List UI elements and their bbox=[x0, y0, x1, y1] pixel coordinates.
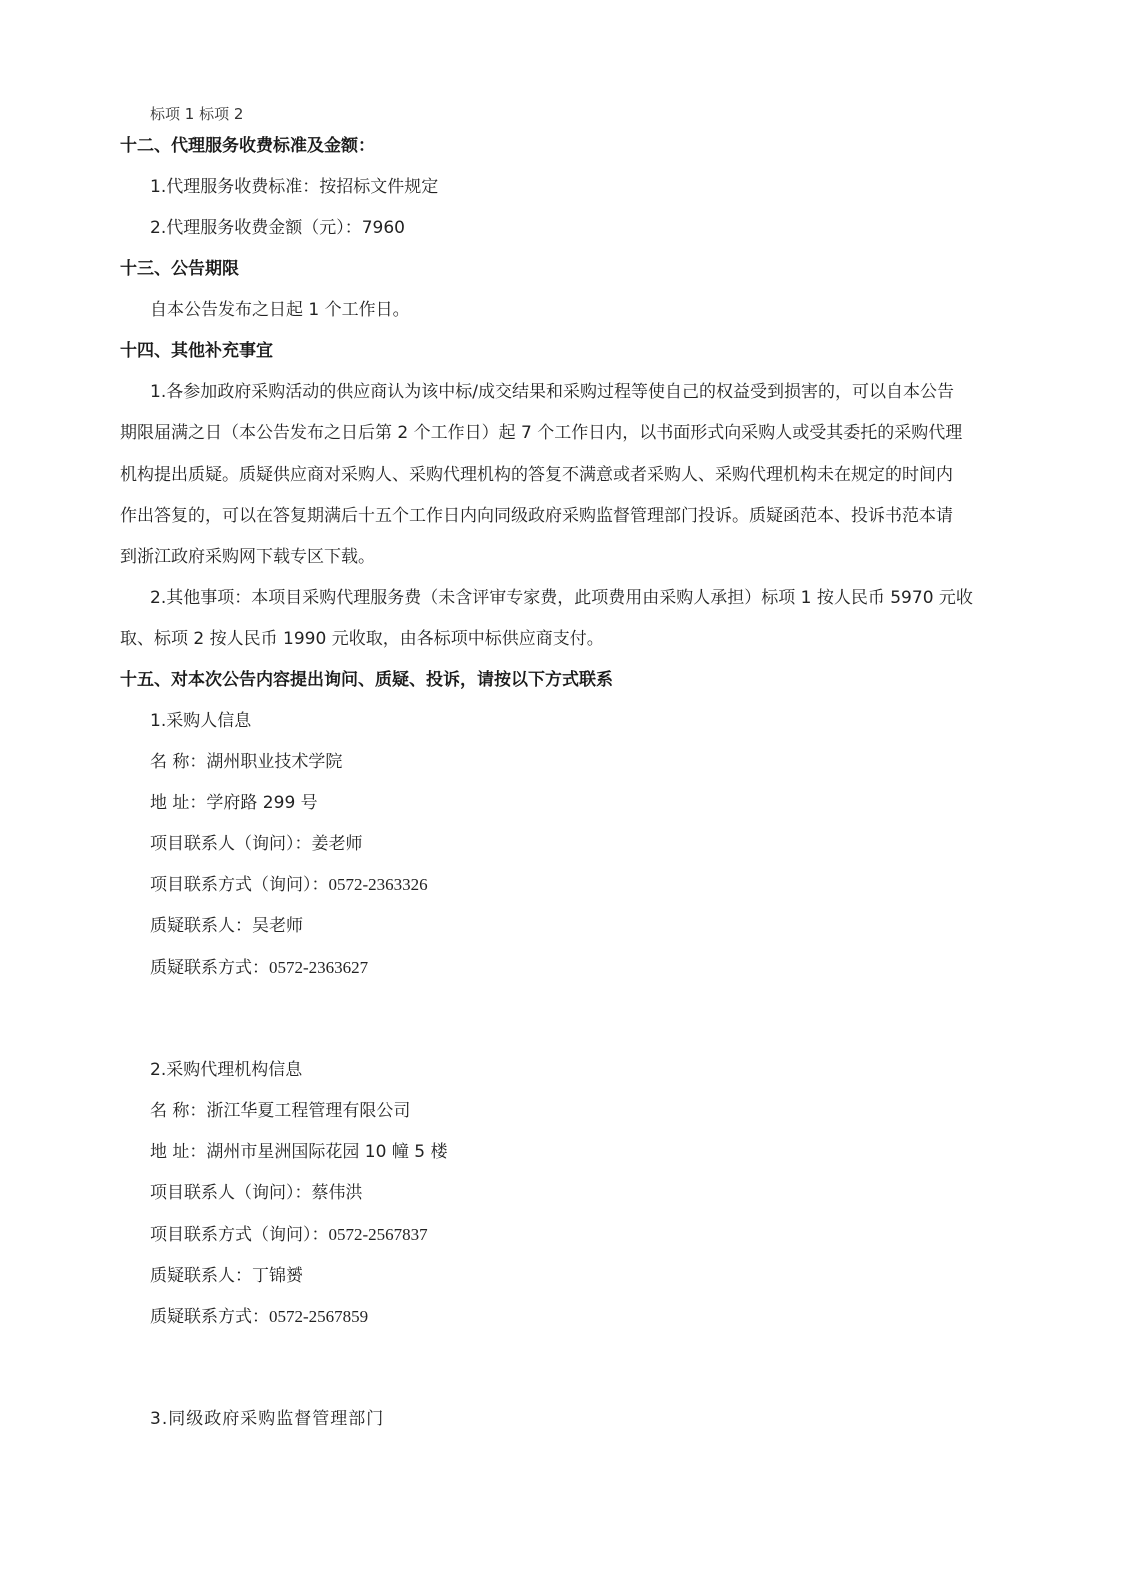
purchaser-challenge-phone-row bbox=[150, 957, 368, 979]
supervisor-title: 3.同级政府采购监督管理部门 bbox=[150, 1409, 385, 1429]
agency-name-row bbox=[150, 1100, 410, 1122]
purchaser-contact: 姜老师 bbox=[311, 834, 363, 854]
supplement-item1-line3: 机构提出质疑。质疑供应商对采购人、采购代理机构的答复不满意或者采购人、采购代理机构未在规定的时间内 bbox=[120, 465, 953, 485]
agency-contact: 蔡伟洪 bbox=[311, 1183, 363, 1203]
agency-challenge-contact-row bbox=[150, 1265, 303, 1287]
agency-contact-label: 项目联系人（询问）： bbox=[150, 1183, 312, 1203]
purchaser-title: 1.采购人信息 bbox=[150, 711, 252, 731]
purchaser-address: 学府路 299 号 bbox=[206, 793, 318, 813]
agency-challenge-phone: 0572-2567859 bbox=[269, 1307, 369, 1326]
purchaser-phone-label: 项目联系方式（询问）： bbox=[150, 875, 329, 895]
supplement-item1-line4: 作出答复的，可以在答复期满后十五个工作日内向同级政府采购监督管理部门投诉。质疑函范本、投诉书范本请 bbox=[120, 506, 953, 526]
agency-address: 湖州市星洲国际花园 10 幢 5 楼 bbox=[206, 1142, 448, 1162]
supplement-item1-line1: 1.各参加政府采购活动的供应商认为该中标/成交结果和采购过程等使自己的权益受到损害的，可以自本公告 bbox=[150, 382, 954, 402]
purchaser-phone: 0572-2363326 bbox=[328, 875, 428, 894]
supplement-item2-line2: 取、标项 2 按人民币 1990 元收取，由各标项中标供应商支付。 bbox=[120, 629, 604, 649]
purchaser-phone-row bbox=[150, 874, 428, 896]
lot-line: 标项 1 标项 2 bbox=[150, 105, 244, 123]
agency-title: 2.采购代理机构信息 bbox=[150, 1060, 303, 1080]
purchaser-challenge-contact-label: 质疑联系人： bbox=[150, 916, 252, 936]
section-12-heading: 十二、代理服务收费标准及金额： bbox=[120, 136, 375, 156]
supplement-item2-line1: 2.其他事项：本项目采购代理服务费（未含评审专家费，此项费用由采购人承担）标项 1 按人民币 5970 元收 bbox=[150, 588, 973, 608]
supplement-item1-line2: 期限届满之日（本公告发布之日后第 2 个工作日）起 7 个工作日内，以书面形式向采购人或受其委托的采购代理 bbox=[120, 423, 963, 443]
purchaser-contact-label: 项目联系人（询问）： bbox=[150, 834, 312, 854]
purchaser-challenge-phone-label: 质疑联系方式： bbox=[150, 958, 269, 978]
agency-phone-row bbox=[150, 1224, 428, 1246]
agency-name: 浙江华夏工程管理有限公司 bbox=[206, 1101, 411, 1121]
purchaser-challenge-contact: 吴老师 bbox=[252, 916, 303, 936]
purchaser-name-row bbox=[150, 751, 342, 773]
purchaser-contact-row bbox=[150, 833, 363, 855]
supplement-item1-line5: 到浙江政府采购网下载专区下载。 bbox=[120, 547, 375, 567]
fee-standard: 1.代理服务收费标准：按招标文件规定 bbox=[150, 177, 439, 197]
agency-address-label: 地 址： bbox=[150, 1142, 207, 1162]
agency-name-label: 名 称： bbox=[150, 1101, 207, 1121]
announcement-period: 自本公告发布之日起 1 个工作日。 bbox=[150, 300, 410, 320]
purchaser-challenge-phone: 0572-2363627 bbox=[269, 958, 369, 977]
section-15-heading: 十五、对本次公告内容提出询问、质疑、投诉，请按以下方式联系 bbox=[120, 670, 613, 690]
agency-challenge-contact-label: 质疑联系人： bbox=[150, 1266, 252, 1286]
section-13-heading: 十三、公告期限 bbox=[120, 259, 239, 279]
purchaser-challenge-contact-row bbox=[150, 915, 303, 937]
purchaser-address-row bbox=[150, 792, 318, 814]
purchaser-name: 湖州职业技术学院 bbox=[206, 752, 343, 772]
agency-challenge-contact: 丁锦赟 bbox=[252, 1266, 303, 1286]
fee-amount: 2.代理服务收费金额（元）：7960 bbox=[150, 218, 405, 238]
agency-contact-row bbox=[150, 1182, 363, 1204]
agency-address-row bbox=[150, 1141, 447, 1163]
agency-challenge-phone-label: 质疑联系方式： bbox=[150, 1307, 269, 1327]
purchaser-address-label: 地 址： bbox=[150, 793, 207, 813]
agency-challenge-phone-row bbox=[150, 1306, 368, 1328]
agency-phone: 0572-2567837 bbox=[328, 1225, 428, 1244]
agency-phone-label: 项目联系方式（询问）： bbox=[150, 1225, 329, 1245]
section-14-heading: 十四、其他补充事宜 bbox=[120, 341, 273, 361]
purchaser-name-label: 名 称： bbox=[150, 752, 207, 772]
